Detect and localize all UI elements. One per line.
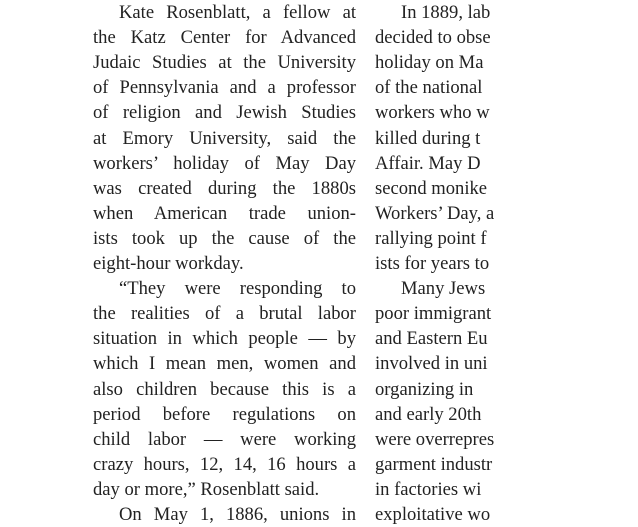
right_column-line: garment industr: [375, 453, 493, 475]
left_column-line: of Pennsylvania and a professor: [93, 77, 356, 99]
right_column-line: holiday on Ma: [375, 52, 484, 74]
left_column-line: the realities of a brutal labor: [93, 303, 356, 325]
left_column-line: child labor — were working: [93, 428, 356, 450]
left_column-line: workers’ holiday of May Day: [93, 152, 356, 174]
right_column-line: In 1889, lab: [401, 2, 491, 23]
right_column-line: and Eastern Eu: [375, 328, 488, 350]
right_column-line: of the national: [375, 77, 483, 99]
right_column-line: decided to obse: [375, 27, 491, 49]
right_column-line: Workers’ Day, a: [375, 202, 495, 224]
right_column-line: second monike: [375, 177, 488, 199]
right_column-line: and early 20th: [375, 403, 482, 425]
right_column-line: workers who w: [375, 102, 490, 124]
right_column-line: killed during t: [375, 127, 481, 149]
left_column-line: of religion and Jewish Studies: [93, 102, 356, 124]
left_column-line: day or more,” Rosenblatt said.: [93, 478, 320, 500]
left_column-line: also children because this is a: [93, 378, 356, 400]
left_column-line: crazy hours, 12, 14, 16 hours a: [93, 453, 356, 475]
left_column-line: was created during the 1880s: [93, 177, 356, 199]
right_column-line: rallying point f: [375, 227, 487, 249]
left_column-line: period before regulations on: [93, 403, 356, 425]
left_column-line: situation in which people — by: [93, 328, 356, 350]
left_column-line: the Katz Center for Advanced: [93, 27, 356, 49]
right_column-line: exploitative wo: [375, 504, 491, 525]
left_column-line: when American trade union-: [93, 202, 356, 224]
right_column-line: were overrepres: [375, 428, 495, 450]
left_column-line: Judaic Studies at the University: [93, 52, 356, 74]
left_column-line: at Emory University, said the: [93, 127, 356, 149]
right_column-line: Affair. May D: [375, 152, 481, 174]
left_column-line: ists took up the cause of the: [93, 227, 356, 249]
right_column-line: in factories wi: [375, 478, 482, 500]
right_column-line: Many Jews: [401, 278, 486, 300]
left_column-line: “They were responding to: [119, 278, 356, 300]
right_column-line: involved in uni: [375, 353, 488, 375]
left_column-line: which I mean men, women and: [93, 353, 356, 375]
right_column-line: organizing in: [375, 378, 474, 400]
right_column-line: poor immigrant: [375, 303, 492, 325]
right_column-line: ists for years to: [375, 253, 490, 274]
left_column-line: Kate Rosenblatt, a fellow at: [119, 2, 356, 23]
left_column-line: On May 1, 1886, unions in: [119, 504, 356, 525]
left_column-line: eight-hour workday.: [93, 253, 244, 274]
